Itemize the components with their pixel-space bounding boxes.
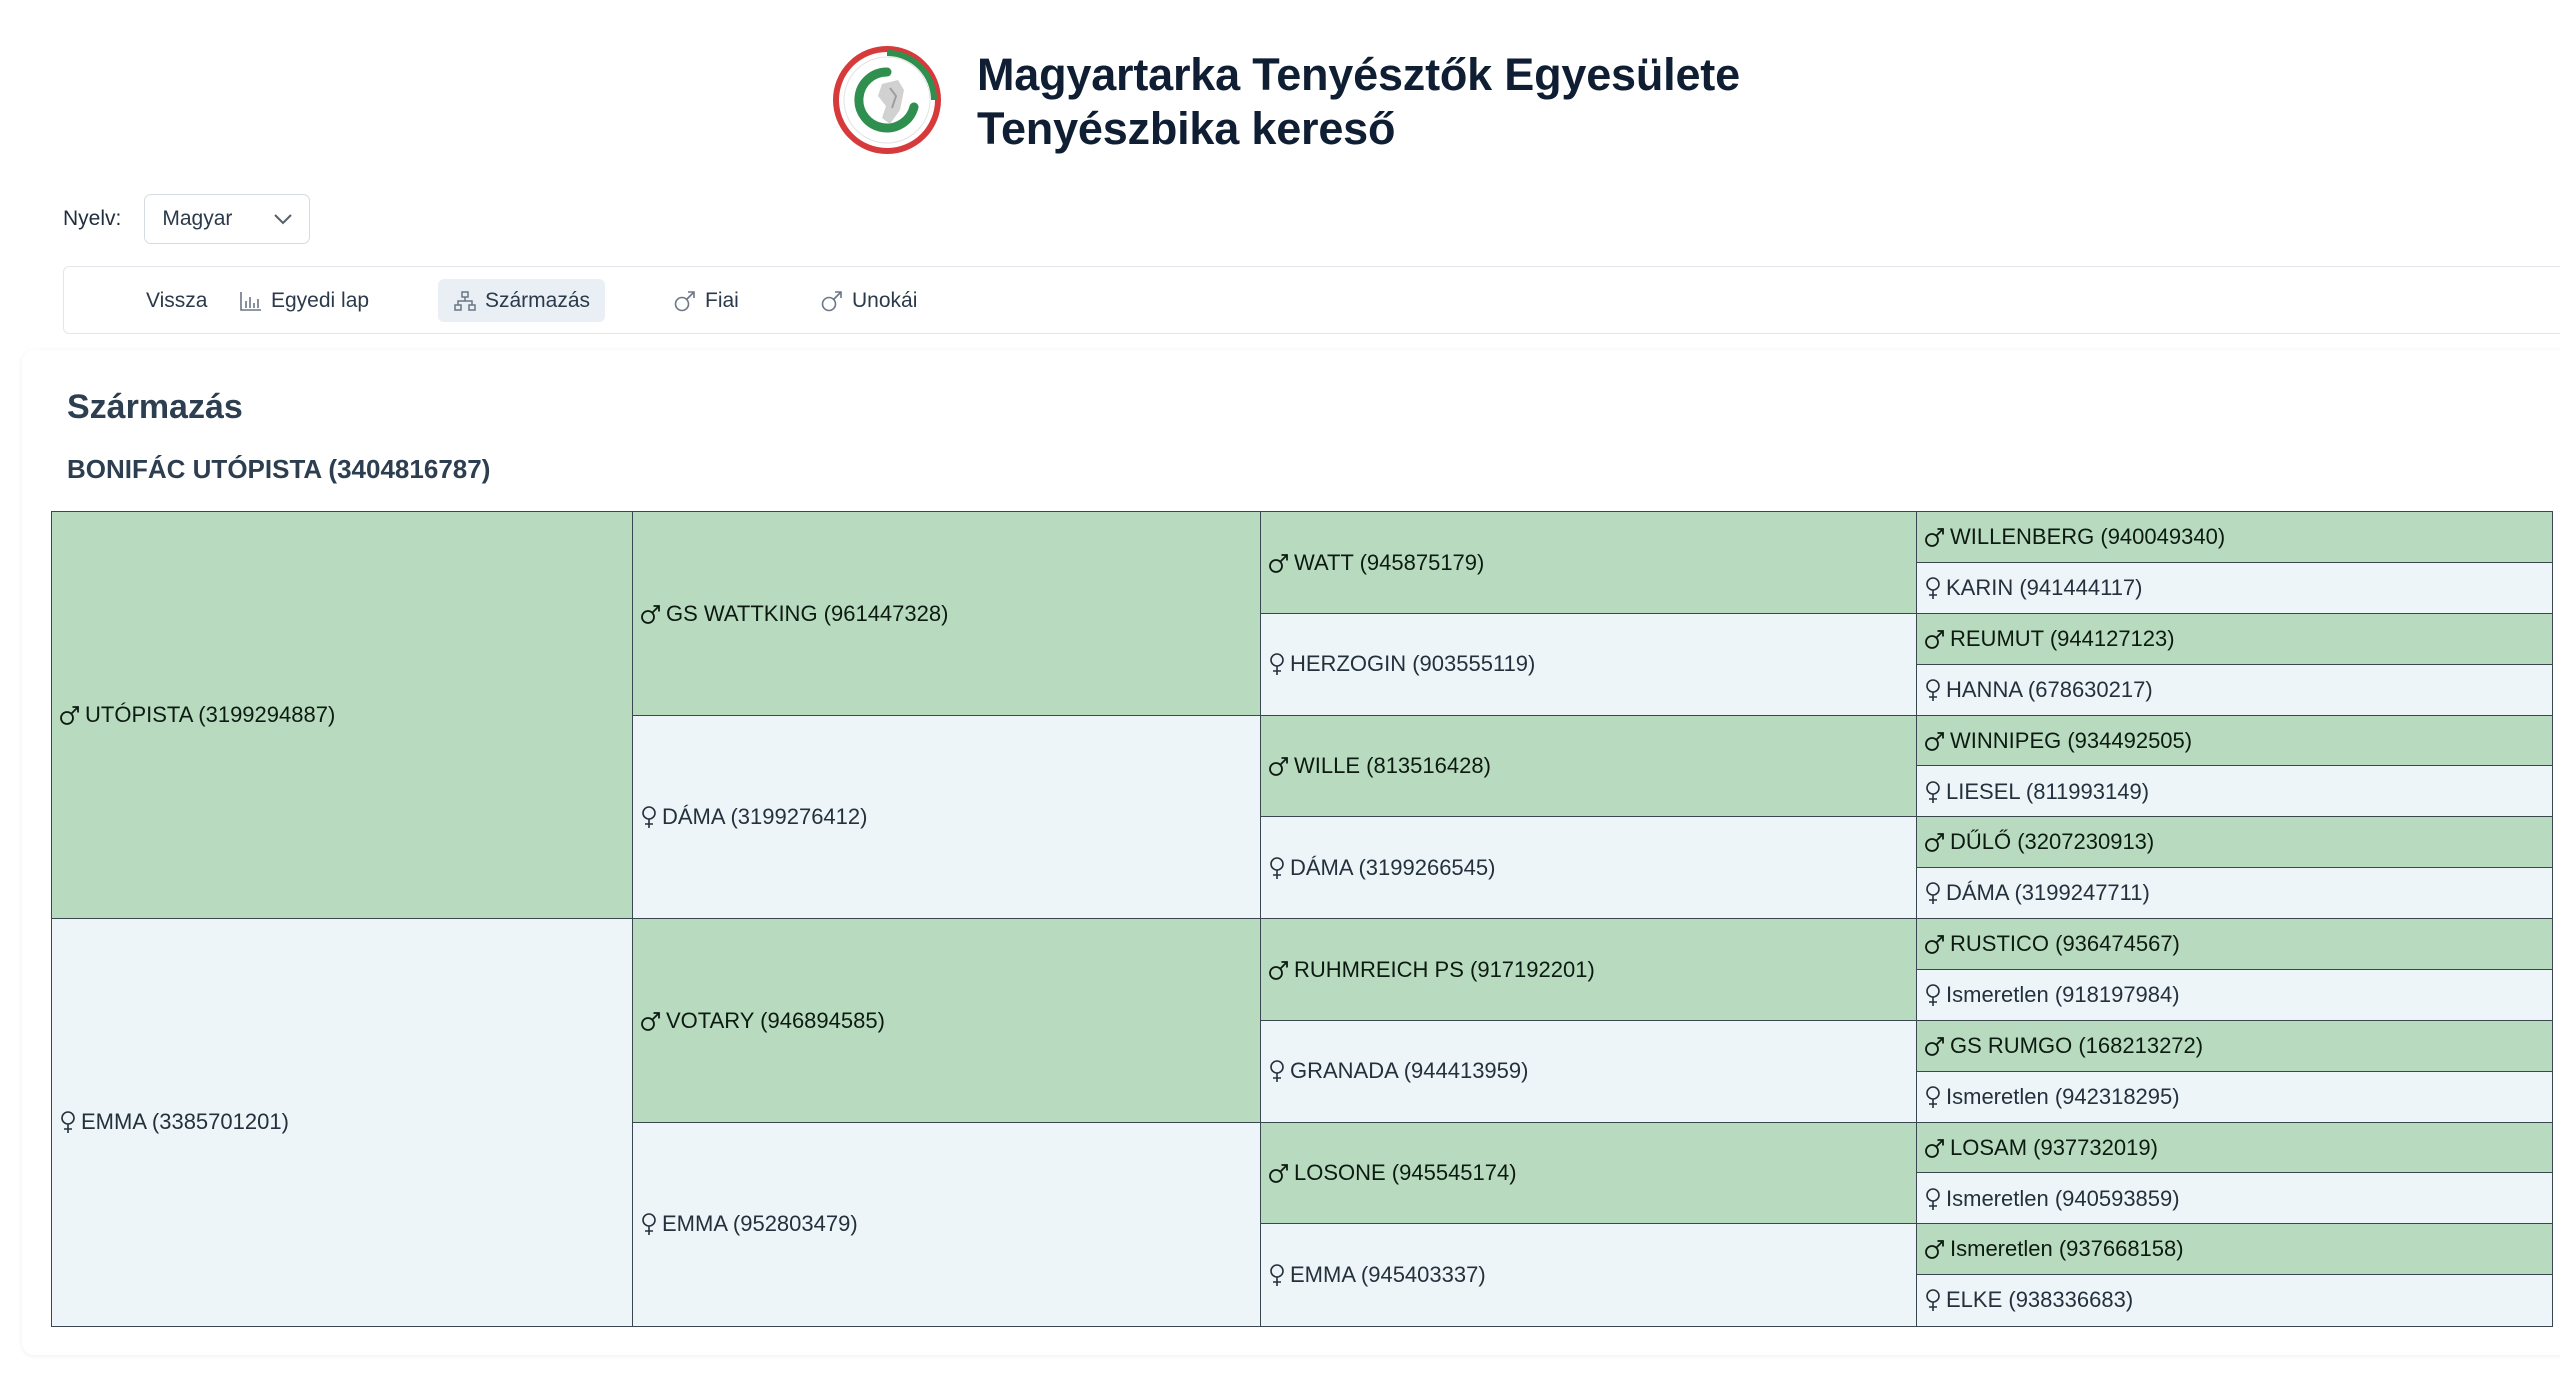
pedigree-cell-label: HANNA (678630217) [1946, 676, 2153, 702]
tab-grandsons[interactable] [805, 279, 932, 322]
pedigree-cell-label: LIESEL (811993149) [1946, 778, 2150, 804]
association-logo [832, 44, 942, 156]
animal-title: BONIFÁC UTÓPISTA (3404816787) [67, 454, 491, 484]
pedigree-cell-label: HERZOGIN (903555119) [1290, 651, 1536, 677]
female-icon [1924, 780, 1946, 804]
pedigree-cell-label: GS WATTKING (961447328) [666, 600, 949, 626]
app-title: Tenyészbika kereső [977, 103, 1396, 154]
tab-back[interactable] [131, 279, 222, 322]
male-icon [1924, 628, 1950, 650]
pedigree-cell-gen2-1[interactable] [632, 715, 1262, 920]
tab-pedigree[interactable] [438, 279, 605, 322]
pedigree-cell-label: RUHMREICH PS (917192201) [1294, 956, 1595, 982]
female-icon [1924, 983, 1946, 1007]
female-icon [1924, 1288, 1946, 1312]
male-icon [1924, 1137, 1950, 1159]
section-title: Származás [67, 388, 243, 426]
female-icon [1268, 652, 1290, 676]
female-icon [1268, 856, 1290, 880]
female-icon [1924, 678, 1946, 702]
female-icon [1924, 881, 1946, 905]
pedigree-cell-gen2-2[interactable] [632, 918, 1262, 1123]
pedigree-cell-gen3-7[interactable] [1260, 1223, 1918, 1326]
pedigree-cell-label: DÁMA (3199247711) [1946, 880, 2150, 906]
pedigree-cell-gen4-0[interactable] [1916, 511, 2553, 563]
pedigree-cell-gen3-6[interactable] [1260, 1122, 1918, 1225]
pedigree-cell-gen4-2[interactable] [1916, 613, 2553, 665]
pedigree-cell-label: WILLE (813516428) [1294, 753, 1491, 779]
pedigree-cell-label: DÁMA (3199266545) [1290, 854, 1496, 880]
female-icon [1268, 1059, 1290, 1083]
male-icon [820, 289, 844, 313]
male-icon [1268, 755, 1294, 777]
pedigree-cell-label: RUSTICO (936474567) [1950, 931, 2180, 957]
pedigree-cell-label: Ismeretlen (942318295) [1946, 1083, 2180, 1109]
pedigree-cell-label: WATT (945875179) [1294, 549, 1485, 575]
pedigree-cell-label: Ismeretlen (940593859) [1946, 1185, 2180, 1211]
tab-pedigree-label: Származás [485, 288, 591, 312]
tab-single-sheet[interactable] [224, 279, 384, 322]
tab-back-label: Vissza [146, 288, 208, 312]
female-icon [1924, 576, 1946, 600]
pedigree-cell-gen3-2[interactable] [1260, 715, 1918, 818]
pedigree-cell-gen1-0[interactable] [51, 511, 634, 920]
pedigree-cell-gen2-3[interactable] [632, 1122, 1262, 1327]
pedigree-cell-label: REUMUT (944127123) [1950, 625, 2175, 651]
pedigree-cell-label: UTÓPISTA (3199294887) [85, 702, 336, 728]
female-icon [59, 1110, 81, 1134]
female-icon [1268, 1263, 1290, 1287]
pedigree-table [51, 511, 2551, 1325]
male-icon [673, 289, 697, 313]
pedigree-cell-label: GRANADA (944413959) [1290, 1058, 1529, 1084]
pedigree-cell-label: KARIN (941444117) [1946, 575, 2143, 601]
pedigree-cell-label: ELKE (938336683) [1946, 1287, 2134, 1313]
pedigree-cell-gen4-8[interactable] [1916, 918, 2553, 970]
pedigree-cell-gen4-10[interactable] [1916, 1020, 2553, 1072]
tab-grandsons-label: Unokái [852, 288, 918, 312]
male-icon [1924, 933, 1950, 955]
sitemap-icon [453, 290, 477, 312]
pedigree-cell-gen4-11[interactable] [1916, 1071, 2553, 1123]
pedigree-cell-gen4-15[interactable] [1916, 1274, 2553, 1326]
male-icon [1924, 831, 1950, 853]
pedigree-cell-label: Ismeretlen (918197984) [1946, 982, 2180, 1008]
chevron-down-icon [273, 213, 293, 225]
organization-name: Magyartarka Tenyésztők Egyesülete [977, 49, 1740, 100]
pedigree-cell-label: VOTARY (946894585) [666, 1007, 885, 1033]
pedigree-cell-gen3-5[interactable] [1260, 1020, 1918, 1123]
page-header [832, 44, 1792, 164]
tab-sons-label: Fiai [705, 288, 739, 312]
pedigree-cell-gen4-4[interactable] [1916, 715, 2553, 767]
pedigree-cell-gen3-1[interactable] [1260, 613, 1918, 716]
pedigree-cell-label: WILLENBERG (940049340) [1950, 524, 2226, 550]
pedigree-cell-gen4-14[interactable] [1916, 1223, 2553, 1275]
pedigree-cell-gen3-3[interactable] [1260, 816, 1918, 919]
pedigree-cell-label: LOSAM (937732019) [1950, 1134, 2158, 1160]
female-icon [1924, 1187, 1946, 1211]
language-select[interactable] [144, 194, 310, 244]
language-value: Magyar [162, 207, 233, 230]
language-selector-row [63, 194, 310, 244]
male-icon [59, 704, 85, 726]
language-label: Nyelv: [63, 207, 122, 230]
pedigree-cell-gen1-1[interactable] [51, 918, 634, 1327]
pedigree-cell-gen4-13[interactable] [1916, 1172, 2553, 1224]
male-icon [1268, 552, 1294, 574]
female-icon [1924, 1085, 1946, 1109]
male-icon [640, 603, 666, 625]
pedigree-cell-gen3-4[interactable] [1260, 918, 1918, 1021]
pedigree-cell-label: WINNIPEG (934492505) [1950, 727, 2193, 753]
pedigree-cell-gen4-7[interactable] [1916, 867, 2553, 919]
pedigree-cell-label: EMMA (952803479) [662, 1211, 858, 1236]
pedigree-cell-gen4-1[interactable] [1916, 562, 2553, 614]
male-icon [1268, 959, 1294, 981]
pedigree-cell-gen4-6[interactable] [1916, 816, 2553, 868]
male-icon [640, 1010, 666, 1032]
female-icon [640, 1212, 662, 1236]
pedigree-cell-label: Ismeretlen (937668158) [1950, 1236, 2184, 1262]
pedigree-cell-label: GS RUMGO (168213272) [1950, 1032, 2204, 1058]
pedigree-cell-label: DÁMA (3199276412) [662, 804, 868, 829]
pedigree-cell-gen4-5[interactable] [1916, 765, 2553, 817]
male-icon [1924, 730, 1950, 752]
pedigree-cell-label: LOSONE (945545174) [1294, 1160, 1517, 1186]
male-icon [1924, 1035, 1950, 1057]
female-icon [640, 805, 662, 829]
bar-chart-icon [239, 290, 263, 312]
male-icon [1924, 1238, 1950, 1260]
pedigree-cell-gen4-12[interactable] [1916, 1122, 2553, 1174]
nav-bar [63, 266, 2560, 334]
male-icon [1268, 1162, 1294, 1184]
pedigree-cell-gen4-9[interactable] [1916, 969, 2553, 1021]
pedigree-cell-label: EMMA (3385701201) [81, 1109, 289, 1135]
pedigree-cell-label: EMMA (945403337) [1290, 1261, 1486, 1287]
pedigree-cell-label: DŰLŐ (3207230913) [1950, 829, 2155, 855]
pedigree-cell-gen4-3[interactable] [1916, 664, 2553, 716]
pedigree-cell-gen3-0[interactable] [1260, 511, 1918, 614]
tab-single-sheet-label: Egyedi lap [271, 288, 370, 312]
tab-sons[interactable] [658, 279, 754, 322]
pedigree-cell-gen2-0[interactable] [632, 511, 1262, 716]
male-icon [1924, 526, 1950, 548]
